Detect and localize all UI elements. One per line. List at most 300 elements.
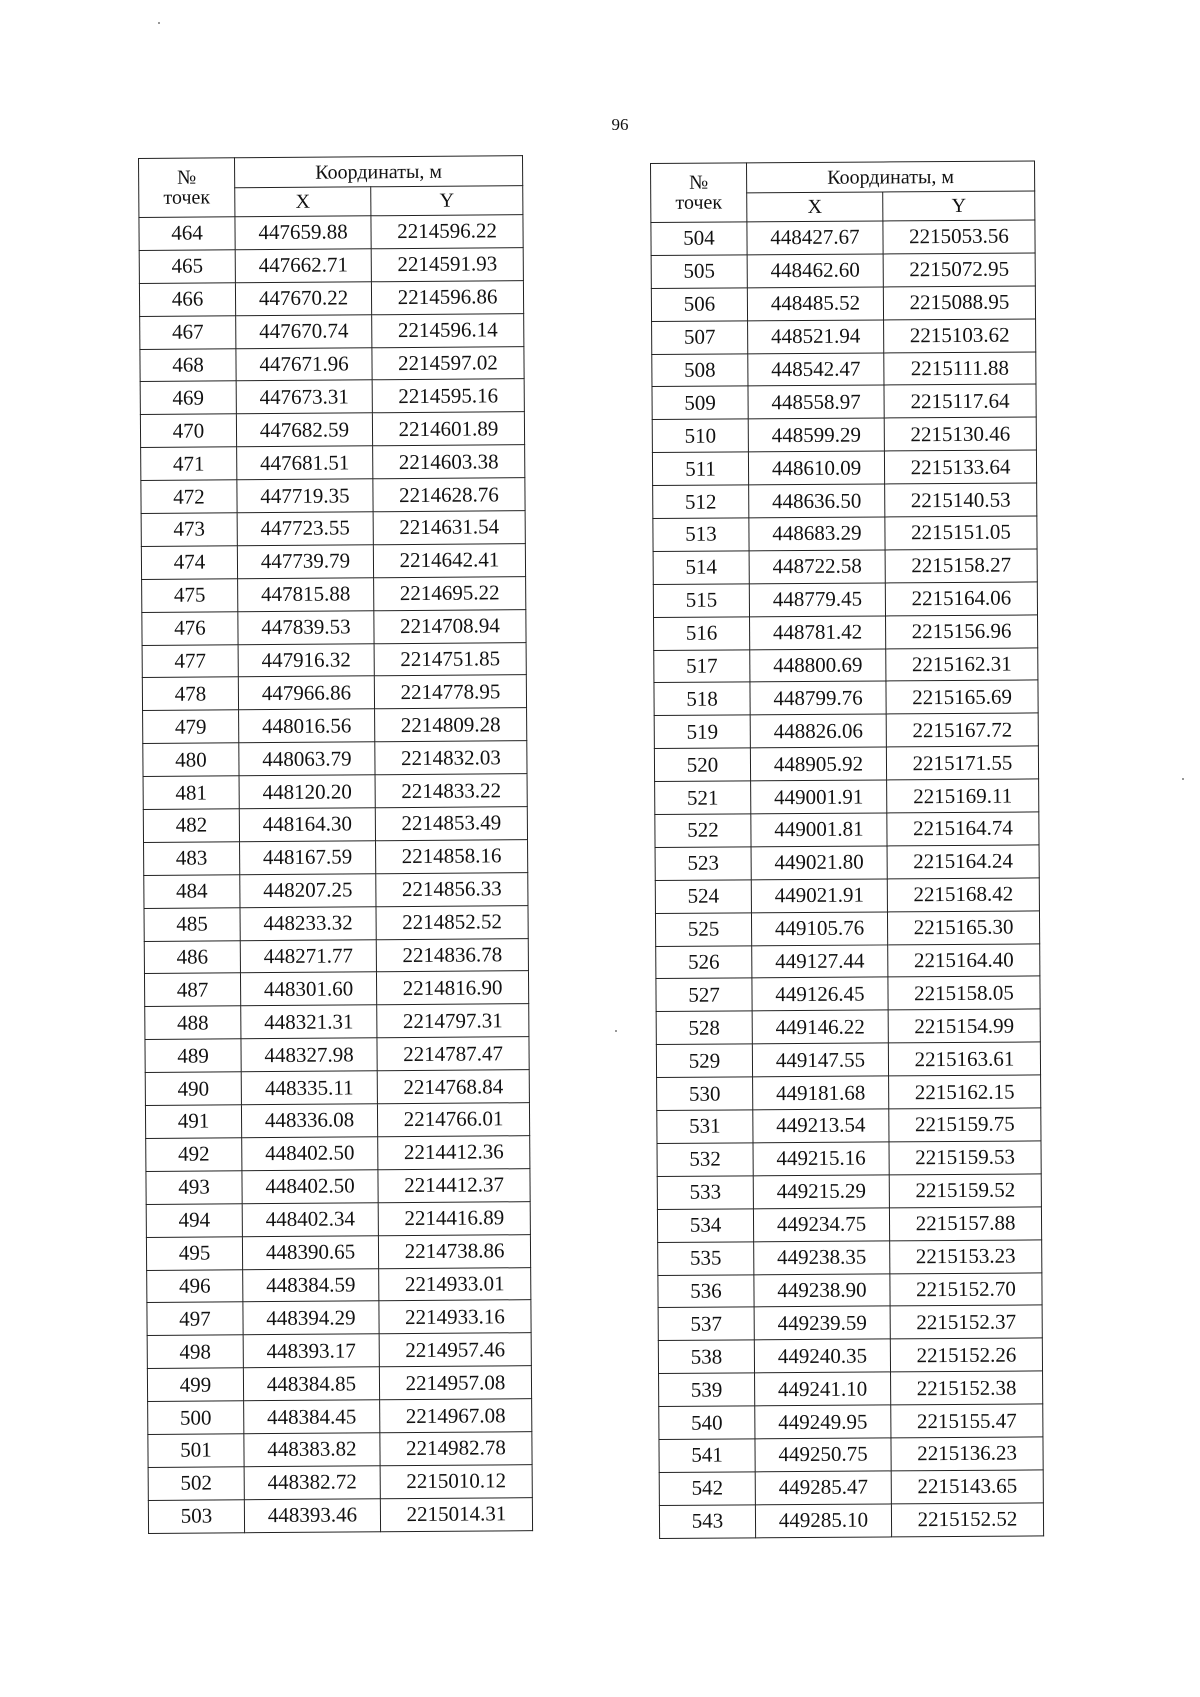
table-row	[144, 938, 528, 974]
x-coordinate-cell: 447670.74	[236, 314, 372, 348]
y-coordinate-cell: 2214778.95	[374, 675, 526, 709]
table-row	[657, 1108, 1041, 1143]
x-coordinate-cell: 448558.97	[748, 385, 884, 419]
x-coordinate-cell: 448781.42	[750, 616, 886, 650]
y-coordinate-cell: 2214601.89	[372, 412, 524, 446]
table-row	[652, 352, 1036, 387]
point-number-cell: 509	[652, 386, 748, 420]
x-coordinate-cell: 447662.71	[235, 249, 371, 283]
point-number-cell: 489	[145, 1039, 241, 1073]
x-coordinate-cell: 449215.29	[753, 1175, 889, 1209]
y-coordinate-cell: 2214768.84	[377, 1070, 529, 1104]
point-number-cell: 529	[656, 1044, 752, 1078]
y-coordinate-cell: 2215156.96	[886, 615, 1038, 649]
x-coordinate-cell: 447670.22	[235, 282, 371, 316]
table-row	[144, 905, 528, 941]
table-row	[145, 1004, 529, 1040]
table-row	[657, 1174, 1041, 1209]
x-coordinate-cell: 448599.29	[748, 418, 884, 452]
x-coordinate-cell: 448462.60	[747, 254, 883, 288]
y-coordinate-cell: 2214766.01	[377, 1103, 529, 1137]
x-coordinate-cell: 448542.47	[748, 353, 884, 387]
y-coordinate-cell: 2215162.15	[889, 1075, 1041, 1109]
x-coordinate-cell: 448485.52	[747, 287, 883, 321]
x-coordinate-cell: 449021.80	[751, 846, 887, 880]
point-number-cell: 477	[142, 644, 238, 678]
point-number-cell: 473	[141, 513, 237, 547]
table-row	[146, 1168, 530, 1204]
table-row	[142, 576, 526, 612]
point-number-cell: 521	[655, 781, 751, 815]
y-coordinate-cell: 2215168.42	[887, 878, 1039, 912]
table-row	[147, 1300, 531, 1336]
table-row	[654, 648, 1038, 683]
point-number-cell: 472	[141, 480, 237, 514]
point-number-cell: 535	[658, 1241, 754, 1275]
y-coordinate-cell: 2215111.88	[884, 352, 1036, 386]
x-coordinate-cell: 448063.79	[239, 742, 375, 776]
x-coordinate-cell: 449249.95	[755, 1405, 891, 1439]
point-number-cell: 482	[143, 809, 239, 843]
x-coordinate-cell: 449001.81	[751, 813, 887, 847]
y-coordinate-cell: 2214816.90	[376, 971, 528, 1005]
point-number-cell: 492	[146, 1138, 242, 1172]
x-coordinate-cell: 448683.29	[749, 517, 885, 551]
point-number-header	[139, 158, 235, 218]
table-row	[145, 1037, 529, 1073]
x-coordinate-cell: 447659.88	[235, 216, 371, 250]
table-row	[139, 248, 523, 284]
table-row	[141, 445, 525, 481]
y-coordinate-cell: 2214595.16	[372, 379, 524, 413]
point-number-cell: 470	[140, 414, 236, 448]
table-row	[146, 1234, 530, 1270]
point-number-cell: 484	[144, 875, 240, 909]
x-coordinate-cell: 448164.30	[239, 808, 375, 842]
scan-speck	[1182, 778, 1184, 780]
point-number-cell: 486	[144, 940, 240, 974]
table-row	[146, 1136, 530, 1172]
table-row	[142, 609, 526, 645]
point-number-cell: 478	[142, 677, 238, 711]
table-row	[146, 1201, 530, 1237]
point-number-cell: 496	[147, 1269, 243, 1303]
table-row	[148, 1432, 532, 1468]
y-coordinate-cell: 2215152.37	[890, 1305, 1042, 1339]
x-coordinate-cell: 449238.90	[754, 1273, 890, 1307]
y-coordinate-cell: 2214738.86	[378, 1234, 530, 1268]
point-number-cell: 476	[142, 611, 238, 645]
table-row	[651, 220, 1035, 255]
table-row	[656, 1042, 1040, 1077]
x-coordinate-cell: 449238.35	[754, 1241, 890, 1275]
table-row	[658, 1240, 1042, 1275]
y-coordinate-cell: 2215167.72	[886, 713, 1038, 747]
table-row	[654, 746, 1038, 781]
x-coordinate-cell: 448779.45	[749, 583, 885, 617]
y-coordinate-cell: 2215014.31	[380, 1497, 532, 1531]
x-coordinate-cell: 449215.16	[753, 1142, 889, 1176]
y-coordinate-cell: 2214833.22	[375, 774, 527, 808]
y-coordinate-cell: 2215159.52	[889, 1174, 1041, 1208]
y-column-header: Y	[883, 191, 1035, 221]
table-row	[659, 1437, 1043, 1472]
table-row	[144, 872, 528, 908]
y-coordinate-cell: 2215165.69	[886, 680, 1038, 714]
table-row	[142, 642, 526, 678]
x-coordinate-cell: 447671.96	[236, 347, 372, 381]
table-row	[139, 215, 523, 251]
x-coordinate-cell: 448390.65	[242, 1235, 378, 1269]
table-row	[141, 511, 525, 547]
y-coordinate-cell: 2214596.14	[372, 313, 524, 347]
y-coordinate-cell: 2215159.75	[889, 1108, 1041, 1142]
y-coordinate-cell: 2214809.28	[375, 708, 527, 742]
table-body-right	[651, 220, 1044, 1538]
y-coordinate-cell: 2214695.22	[374, 576, 526, 610]
point-number-cell: 499	[147, 1368, 243, 1402]
y-coordinate-cell: 2215159.53	[889, 1141, 1041, 1175]
table-row	[652, 450, 1036, 485]
point-number-cell: 512	[653, 485, 749, 519]
point-number-cell: 528	[656, 1011, 752, 1045]
y-coordinate-cell: 2214603.38	[373, 445, 525, 479]
table-row	[655, 845, 1039, 880]
point-number-cell: 485	[144, 907, 240, 941]
y-coordinate-cell: 2215152.38	[891, 1371, 1043, 1405]
x-coordinate-cell: 448636.50	[749, 484, 885, 518]
table-row	[653, 483, 1037, 518]
x-coordinate-cell: 448167.59	[240, 841, 376, 875]
coordinates-table-right	[650, 160, 1044, 1538]
y-coordinate-cell: 2215152.70	[890, 1272, 1042, 1306]
x-coordinate-cell: 448402.50	[242, 1170, 378, 1204]
x-coordinate-cell: 448301.60	[240, 972, 376, 1006]
table-row	[656, 1009, 1040, 1044]
x-coordinate-cell: 448327.98	[241, 1038, 377, 1072]
x-coordinate-cell: 448800.69	[750, 649, 886, 683]
point-number-cell: 511	[652, 452, 748, 486]
table-row	[143, 774, 527, 810]
point-number-cell: 532	[657, 1143, 753, 1177]
x-coordinate-cell: 447839.53	[238, 610, 374, 644]
table-row	[651, 253, 1035, 288]
y-coordinate-cell: 2214412.37	[378, 1168, 530, 1202]
table-row	[656, 976, 1040, 1011]
coordinates-header: Координаты, м	[235, 156, 523, 188]
x-coordinate-cell: 448384.59	[243, 1268, 379, 1302]
y-coordinate-cell: 2214957.46	[379, 1333, 531, 1367]
y-coordinate-cell: 2215153.23	[890, 1240, 1042, 1274]
y-coordinate-cell: 2214933.16	[379, 1300, 531, 1334]
x-column-header: X	[747, 192, 883, 222]
point-number-cell: 490	[145, 1072, 241, 1106]
y-coordinate-cell: 2215053.56	[883, 220, 1035, 254]
table-body-left	[139, 215, 533, 1533]
y-coordinate-cell: 2214597.02	[372, 346, 524, 380]
x-coordinate-cell: 447916.32	[238, 643, 374, 677]
x-coordinate-cell: 447682.59	[236, 413, 372, 447]
y-coordinate-cell: 2215164.40	[888, 944, 1040, 978]
point-number-cell: 515	[653, 584, 749, 618]
table-row	[140, 313, 524, 349]
x-coordinate-cell: 447723.55	[237, 512, 373, 546]
point-number-cell: 471	[141, 447, 237, 481]
point-number-cell: 469	[140, 381, 236, 415]
point-number-cell: 464	[139, 217, 235, 251]
x-coordinate-cell: 449234.75	[753, 1208, 889, 1242]
page-number: 96	[611, 115, 629, 134]
x-coordinate-cell: 449001.91	[751, 780, 887, 814]
table-row	[144, 971, 528, 1007]
y-coordinate-cell: 2214596.22	[371, 215, 523, 249]
table-row	[145, 1070, 529, 1106]
point-number-cell: 539	[659, 1373, 755, 1407]
x-coordinate-cell: 448610.09	[748, 451, 884, 485]
x-coordinate-cell: 449250.75	[755, 1438, 891, 1472]
point-number-cell: 519	[654, 715, 750, 749]
table-row	[654, 713, 1038, 748]
y-coordinate-cell: 2215163.61	[888, 1042, 1040, 1076]
point-number-cell: 534	[657, 1209, 753, 1243]
x-coordinate-cell: 449126.45	[752, 977, 888, 1011]
y-coordinate-cell: 2214853.49	[375, 807, 527, 841]
x-coordinate-cell: 447719.35	[237, 479, 373, 513]
point-number-cell: 523	[655, 847, 751, 881]
table-row	[143, 741, 527, 777]
point-number-cell: 524	[655, 880, 751, 914]
point-number-cell: 491	[145, 1105, 241, 1139]
x-coordinate-cell: 448905.92	[750, 747, 886, 781]
x-coordinate-cell: 449105.76	[751, 912, 887, 946]
y-coordinate-cell: 2214852.52	[376, 905, 528, 939]
point-number-cell: 494	[146, 1203, 242, 1237]
y-coordinate-cell: 2214858.16	[376, 840, 528, 874]
coordinates-header: Координаты, м	[747, 161, 1035, 193]
y-coordinate-cell: 2214416.89	[378, 1201, 530, 1235]
table-row	[652, 417, 1036, 452]
y-coordinate-cell: 2215171.55	[886, 746, 1038, 780]
point-number-cell: 531	[657, 1110, 753, 1144]
table-row	[139, 280, 523, 316]
point-number-cell: 481	[143, 776, 239, 810]
table-row	[655, 911, 1039, 946]
y-coordinate-cell: 2214836.78	[376, 938, 528, 972]
x-coordinate-cell: 449146.22	[752, 1010, 888, 1044]
table-row	[143, 807, 527, 843]
y-column-header: Y	[371, 186, 523, 216]
point-number-cell: 474	[141, 546, 237, 580]
point-number-cell: 506	[651, 288, 747, 322]
x-coordinate-cell: 447673.31	[236, 380, 372, 414]
y-coordinate-cell: 2214832.03	[375, 741, 527, 775]
y-coordinate-cell: 2214412.36	[378, 1136, 530, 1170]
table-row	[147, 1267, 531, 1303]
point-number-cell: 497	[147, 1302, 243, 1336]
point-number-cell: 465	[139, 250, 235, 284]
points-label: точек	[675, 191, 723, 214]
table-row	[140, 379, 524, 415]
point-number-cell: 536	[658, 1274, 754, 1308]
table-row	[147, 1366, 531, 1402]
x-column-header: X	[235, 187, 371, 217]
point-number-cell: 480	[143, 743, 239, 777]
y-coordinate-cell: 2215133.64	[884, 450, 1036, 484]
y-coordinate-cell: 2215164.74	[887, 812, 1039, 846]
points-label: точек	[163, 186, 211, 209]
table-row	[657, 1141, 1041, 1176]
point-number-cell: 514	[653, 551, 749, 585]
y-coordinate-cell: 2215143.65	[891, 1470, 1043, 1504]
y-coordinate-cell: 2215162.31	[886, 648, 1038, 682]
point-number-cell: 493	[146, 1171, 242, 1205]
x-coordinate-cell: 449127.44	[752, 945, 888, 979]
y-coordinate-cell: 2214628.76	[373, 478, 525, 512]
x-coordinate-cell: 448799.76	[750, 681, 886, 715]
point-number-cell: 502	[148, 1467, 244, 1501]
x-coordinate-cell: 449241.10	[755, 1372, 891, 1406]
y-coordinate-cell: 2215088.95	[883, 286, 1035, 320]
table-row	[653, 516, 1037, 551]
x-coordinate-cell: 449213.54	[753, 1109, 889, 1143]
y-coordinate-cell: 2215158.27	[885, 549, 1037, 583]
point-number-cell: 479	[143, 710, 239, 744]
x-coordinate-cell: 448207.25	[240, 874, 376, 908]
x-coordinate-cell: 447739.79	[237, 545, 373, 579]
x-coordinate-cell: 448393.17	[243, 1334, 379, 1368]
table-row	[652, 384, 1036, 419]
table-row	[140, 346, 524, 382]
number-sign: №	[177, 166, 197, 189]
y-coordinate-cell: 2215165.30	[887, 911, 1039, 945]
table-row	[658, 1272, 1042, 1307]
table-row	[658, 1305, 1042, 1340]
point-number-cell: 501	[148, 1434, 244, 1468]
x-coordinate-cell: 448427.67	[747, 221, 883, 255]
x-coordinate-cell: 448016.56	[239, 709, 375, 743]
x-coordinate-cell: 447815.88	[238, 578, 374, 612]
point-number-cell: 541	[659, 1439, 755, 1473]
y-coordinate-cell: 2214797.31	[377, 1004, 529, 1038]
table-row	[658, 1338, 1042, 1373]
x-coordinate-cell: 448321.31	[241, 1005, 377, 1039]
table-row	[145, 1103, 529, 1139]
table-row	[148, 1464, 532, 1500]
y-coordinate-cell: 2215169.11	[887, 779, 1039, 813]
y-coordinate-cell: 2214856.33	[376, 872, 528, 906]
x-coordinate-cell: 449181.68	[753, 1076, 889, 1110]
point-number-cell: 527	[656, 978, 752, 1012]
y-coordinate-cell: 2214596.86	[371, 280, 523, 314]
point-number-cell: 537	[658, 1307, 754, 1341]
coordinates-table-left	[138, 155, 533, 1533]
point-number-cell: 513	[653, 518, 749, 552]
point-number-cell: 495	[146, 1236, 242, 1270]
x-coordinate-cell: 448383.82	[244, 1433, 380, 1467]
scan-speck	[158, 22, 160, 24]
y-coordinate-cell: 2214982.78	[380, 1432, 532, 1466]
y-coordinate-cell: 2215158.05	[888, 976, 1040, 1010]
x-coordinate-cell: 448120.20	[239, 775, 375, 809]
point-number-cell: 517	[654, 649, 750, 683]
point-number-cell: 543	[659, 1505, 755, 1539]
point-number-cell: 488	[145, 1006, 241, 1040]
table-row	[651, 286, 1035, 321]
y-coordinate-cell: 2214967.08	[380, 1399, 532, 1433]
x-coordinate-cell: 447681.51	[237, 446, 373, 480]
point-number-cell: 542	[659, 1472, 755, 1506]
y-coordinate-cell: 2215155.47	[891, 1404, 1043, 1438]
table-row	[147, 1333, 531, 1369]
x-coordinate-cell: 449240.35	[754, 1339, 890, 1373]
table-row	[655, 779, 1039, 814]
x-coordinate-cell: 448384.45	[244, 1400, 380, 1434]
y-coordinate-cell: 2215152.26	[890, 1338, 1042, 1372]
table-row	[142, 675, 526, 711]
table-row	[654, 615, 1038, 650]
y-coordinate-cell: 2215130.46	[884, 417, 1036, 451]
y-coordinate-cell: 2214708.94	[374, 609, 526, 643]
table-row	[148, 1497, 532, 1533]
y-coordinate-cell: 2214631.54	[373, 511, 525, 545]
table-row	[653, 582, 1037, 617]
table-row	[141, 478, 525, 514]
x-coordinate-cell: 449285.47	[755, 1471, 891, 1505]
point-number-cell: 510	[652, 419, 748, 453]
table-row	[654, 680, 1038, 715]
x-coordinate-cell: 448233.32	[240, 906, 376, 940]
y-coordinate-cell: 2214591.93	[371, 248, 523, 282]
y-coordinate-cell: 2215117.64	[884, 384, 1036, 418]
point-number-cell: 487	[144, 973, 240, 1007]
point-number-cell: 504	[651, 222, 747, 256]
y-coordinate-cell: 2215010.12	[380, 1464, 532, 1498]
table-row	[140, 412, 524, 448]
point-number-cell: 503	[148, 1499, 244, 1533]
point-number-cell: 526	[656, 945, 752, 979]
x-coordinate-cell: 448722.58	[749, 550, 885, 584]
x-coordinate-cell: 449239.59	[754, 1306, 890, 1340]
x-coordinate-cell: 448521.94	[748, 320, 884, 354]
table-row	[148, 1399, 532, 1435]
x-coordinate-cell: 448335.11	[241, 1071, 377, 1105]
table-row	[653, 549, 1037, 584]
y-coordinate-cell: 2215103.62	[884, 319, 1036, 353]
x-coordinate-cell: 448826.06	[750, 714, 886, 748]
table-row	[652, 319, 1036, 354]
table-row	[141, 544, 525, 580]
point-number-cell: 520	[654, 748, 750, 782]
point-number-cell: 516	[654, 617, 750, 651]
table-row	[659, 1371, 1043, 1406]
point-number-cell: 540	[659, 1406, 755, 1440]
y-coordinate-cell: 2215157.88	[889, 1207, 1041, 1241]
y-coordinate-cell: 2215072.95	[883, 253, 1035, 287]
table-row	[657, 1207, 1041, 1242]
table-row	[659, 1503, 1043, 1538]
table-row	[655, 812, 1039, 847]
y-coordinate-cell: 2214957.08	[379, 1366, 531, 1400]
y-coordinate-cell: 2215154.99	[888, 1009, 1040, 1043]
point-number-cell: 525	[655, 913, 751, 947]
y-coordinate-cell: 2214933.01	[379, 1267, 531, 1301]
table-row	[657, 1075, 1041, 1110]
point-number-cell: 505	[651, 255, 747, 289]
point-number-cell: 508	[652, 353, 748, 387]
point-number-cell: 518	[654, 682, 750, 716]
point-number-cell: 498	[147, 1335, 243, 1369]
table-row	[659, 1404, 1043, 1439]
